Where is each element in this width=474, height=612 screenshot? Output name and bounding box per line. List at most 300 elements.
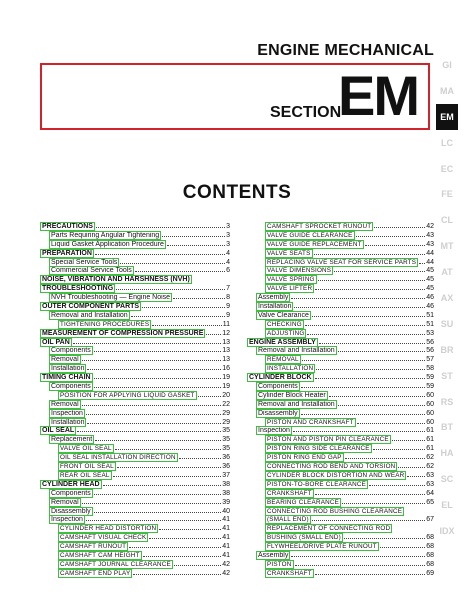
- toc-entry-label[interactable]: Components: [51, 383, 91, 391]
- toc-entry[interactable]: [247, 498, 434, 507]
- toc-entry[interactable]: [40, 471, 230, 480]
- toc-entry-label[interactable]: ADJUSTING: [267, 329, 305, 337]
- toc-entry-page: 4: [226, 249, 230, 257]
- dot-leader: [94, 351, 222, 352]
- toc-entry-page: 44: [426, 258, 434, 266]
- toc-entry[interactable]: [40, 533, 230, 542]
- toc-entry[interactable]: [247, 329, 434, 338]
- section-tab-su[interactable]: SU: [440, 318, 454, 329]
- toc-entry[interactable]: [247, 551, 434, 560]
- toc-entry[interactable]: [247, 346, 434, 355]
- toc-entry-page: 9: [226, 303, 230, 311]
- toc-entry[interactable]: [40, 231, 230, 240]
- toc-entry-label[interactable]: Removal: [51, 498, 79, 506]
- section-tab-sc[interactable]: SC: [440, 474, 454, 485]
- toc-entry[interactable]: [40, 400, 230, 409]
- toc-entry[interactable]: [40, 382, 230, 391]
- dot-leader: [329, 396, 426, 397]
- dot-leader: [345, 458, 425, 459]
- toc-entry-label[interactable]: CRANKSHAFT: [267, 569, 312, 577]
- toc-entry[interactable]: [40, 258, 230, 267]
- toc-entry[interactable]: [40, 453, 230, 462]
- dot-leader: [338, 351, 426, 352]
- toc-entry[interactable]: [247, 382, 434, 391]
- section-tab-gi[interactable]: GI: [442, 59, 452, 70]
- toc-entry-label[interactable]: Replacement: [51, 436, 93, 444]
- toc-entry-page: 42: [426, 223, 434, 230]
- toc-entry-label[interactable]: Liquid Gasket Application Procedure: [51, 240, 164, 248]
- toc-entry[interactable]: [247, 284, 434, 293]
- section-tab-ha[interactable]: HA: [440, 448, 454, 459]
- toc-entry[interactable]: [247, 222, 434, 231]
- toc-entry[interactable]: [247, 462, 434, 471]
- toc-entry[interactable]: [247, 275, 434, 284]
- toc-entry[interactable]: [247, 453, 434, 462]
- toc-entry-label[interactable]: REAR OIL SEAL: [60, 471, 110, 479]
- section-word: SECTION: [270, 104, 342, 121]
- toc-entry-page: 4: [226, 258, 230, 266]
- toc-entry-page: 61: [426, 445, 434, 453]
- toc-entry-label[interactable]: Components: [258, 383, 298, 391]
- toc-entry-label[interactable]: Installation: [51, 365, 85, 373]
- toc-entry[interactable]: [40, 320, 230, 329]
- toc-entry[interactable]: [40, 418, 230, 427]
- toc-entry-page: 44: [426, 249, 434, 257]
- toc-entry-page: 60: [426, 418, 434, 426]
- toc-entry[interactable]: [247, 302, 434, 311]
- toc-entry-page: 68: [426, 560, 434, 568]
- toc-entry-label[interactable]: REPLACEMENT OF CONNECTING ROD: [267, 525, 391, 533]
- toc-entry-label[interactable]: FRONT OIL SEAL: [60, 463, 114, 471]
- section-tab-rs[interactable]: RS: [440, 396, 454, 407]
- dot-leader: [344, 538, 425, 539]
- toc-entry-page: 41: [222, 516, 230, 524]
- toc-entry[interactable]: [40, 266, 230, 275]
- toc-entry-label[interactable]: VALVE GUIDE CLEARANCE: [267, 231, 353, 239]
- toc-entry-label[interactable]: REMOVAL: [267, 356, 299, 364]
- dot-leader: [301, 387, 426, 388]
- dot-leader: [94, 387, 222, 388]
- toc-entry[interactable]: [40, 346, 230, 355]
- toc-entry[interactable]: [40, 524, 230, 533]
- dot-leader: [94, 512, 222, 513]
- section-tab-ma[interactable]: MA: [440, 85, 454, 96]
- toc-entry[interactable]: [40, 338, 230, 347]
- dot-leader: [82, 360, 222, 361]
- dot-leader: [338, 405, 426, 406]
- toc-entry-page: 46: [426, 294, 434, 302]
- toc-entry[interactable]: [40, 293, 230, 302]
- contents-title: CONTENTS: [182, 182, 292, 203]
- toc-entry-label[interactable]: Removal and Installation: [258, 347, 335, 355]
- toc-entry[interactable]: [40, 444, 230, 453]
- toc-entry[interactable]: [247, 320, 434, 329]
- dot-leader: [374, 227, 425, 228]
- toc-entry-page: 69: [426, 569, 434, 577]
- toc-entry[interactable]: [247, 400, 434, 409]
- dot-leader: [82, 405, 222, 406]
- dot-leader: [149, 538, 221, 539]
- toc-entry-label[interactable]: VALVE DIMENSIONS: [267, 267, 332, 275]
- toc-entry-label[interactable]: CAMSHAFT RUNOUT: [60, 543, 127, 551]
- toc-entry-label[interactable]: CAMSHAFT END PLAY: [60, 569, 131, 577]
- dot-leader: [357, 423, 426, 424]
- toc-entry-page: 19: [222, 374, 230, 382]
- toc-entry-label[interactable]: FLYWHEEL/DRIVE PLATE RUNOUT: [267, 543, 377, 551]
- toc-entry[interactable]: [247, 542, 434, 551]
- toc-entry-label[interactable]: Valve Clearance: [258, 311, 309, 319]
- toc-entry[interactable]: [40, 515, 230, 524]
- toc-entry-page: 60: [426, 400, 434, 408]
- toc-entry-page: 20: [222, 391, 230, 399]
- toc-entry-page: 39: [222, 498, 230, 506]
- toc-entry-label[interactable]: OIL SEAL INSTALLATION DIRECTION: [60, 454, 176, 462]
- dot-leader: [314, 254, 426, 255]
- toc-entry-page: 56: [426, 338, 434, 346]
- toc-entry[interactable]: [247, 489, 434, 498]
- toc-entry-label[interactable]: CYLINDER BLOCK: [249, 374, 312, 382]
- toc-entry-page: 41: [222, 543, 230, 551]
- dot-leader: [120, 263, 225, 264]
- dot-leader: [113, 476, 222, 477]
- section-index-tabs: [436, 52, 458, 544]
- toc-entry-label[interactable]: POSITION FOR APPLYING LIQUID GASKET: [60, 391, 195, 399]
- toc-entry-label[interactable]: Removal and Installation: [51, 311, 128, 319]
- toc-entry-page: 41: [222, 534, 230, 542]
- toc-entry[interactable]: [247, 373, 434, 382]
- dot-leader: [315, 574, 426, 575]
- toc-entry-label[interactable]: (SMALL END): [267, 516, 309, 524]
- section-tab-mt[interactable]: MT: [440, 241, 454, 252]
- toc-entry-page: 68: [426, 551, 434, 559]
- toc-entry-label[interactable]: PISTON AND PISTON PIN CLEARANCE: [267, 436, 389, 444]
- toc-entry[interactable]: [40, 507, 230, 516]
- dot-leader: [407, 476, 425, 477]
- toc-entry-page: 12: [222, 329, 230, 337]
- dot-leader: [392, 440, 425, 441]
- toc-entry-page: 43: [426, 231, 434, 239]
- toc-entry-page: 62: [426, 454, 434, 462]
- toc-entry[interactable]: [40, 498, 230, 507]
- toc-entry-page: 62: [426, 463, 434, 471]
- toc-entry-label[interactable]: Components: [51, 489, 91, 497]
- toc-entry-page: 35: [222, 436, 230, 444]
- dot-leader: [143, 556, 222, 557]
- toc-entry[interactable]: [40, 435, 230, 444]
- toc-entry-label[interactable]: OUTER COMPONENT PARTS: [42, 303, 140, 311]
- section-tab-br[interactable]: BR: [440, 344, 454, 355]
- toc-entry[interactable]: [40, 462, 230, 471]
- toc-entry[interactable]: [247, 338, 434, 347]
- toc-entry-label[interactable]: VALVE SEATS: [267, 249, 311, 257]
- toc-entry-label[interactable]: PISTON AND CRANKSHAFT: [267, 418, 354, 426]
- toc-entry[interactable]: [247, 515, 434, 524]
- toc-entry-label[interactable]: PISTON RING END GAP: [267, 454, 342, 462]
- toc-entry-page: 65: [426, 498, 434, 506]
- dot-leader: [293, 431, 425, 432]
- toc-entry-label[interactable]: NOISE, VIBRATION AND HARSHNESS (NVH): [42, 276, 190, 284]
- toc-entry-page: 61: [426, 436, 434, 444]
- toc-entry-label[interactable]: PRECAUTIONS: [42, 223, 93, 230]
- toc-entry-page: 68: [426, 543, 434, 551]
- toc-entry[interactable]: [247, 569, 434, 578]
- dot-leader: [312, 520, 425, 521]
- toc-entry[interactable]: [40, 249, 230, 258]
- toc-entry-label[interactable]: Removal and Installation: [258, 400, 335, 408]
- toc-entry-page: 53: [426, 329, 434, 337]
- toc-entry-label[interactable]: PISTON-TO-BORE CLEARANCE: [267, 480, 367, 488]
- toc-entry-label[interactable]: Inspection: [51, 516, 83, 524]
- dot-leader: [162, 236, 225, 237]
- dot-leader: [398, 467, 425, 468]
- toc-entry-label[interactable]: BEARING CLEARANCE: [267, 498, 339, 506]
- toc-entry-label[interactable]: Special Service Tools: [51, 258, 118, 266]
- dot-leader: [73, 343, 221, 344]
- toc-entry-page: 59: [426, 383, 434, 391]
- dot-leader: [174, 565, 221, 566]
- toc-entry-page: 38: [222, 480, 230, 488]
- section-tab-em[interactable]: EM: [436, 104, 458, 130]
- toc-entry[interactable]: [40, 551, 230, 560]
- toc-entry[interactable]: [40, 560, 230, 569]
- toc-entry[interactable]: [247, 240, 434, 249]
- toc-entry-label[interactable]: CYLINDER HEAD: [42, 480, 100, 488]
- toc-entry-label[interactable]: VALVE OIL SEAL: [60, 445, 112, 453]
- toc-entry-page: 19: [222, 383, 230, 391]
- toc-entry[interactable]: [40, 364, 230, 373]
- toc-entry-label[interactable]: Removal: [51, 400, 79, 408]
- toc-entry-label[interactable]: Installation: [258, 303, 292, 311]
- toc-entry[interactable]: [40, 391, 230, 400]
- dot-leader: [365, 245, 426, 246]
- toc-entry[interactable]: [247, 480, 434, 489]
- toc-entry[interactable]: [247, 364, 434, 373]
- toc-entry-page: 22: [222, 400, 230, 408]
- toc-entry-page: 46: [426, 303, 434, 311]
- section-tab-cl[interactable]: CL: [441, 215, 453, 226]
- dot-leader: [206, 334, 221, 335]
- toc-entry[interactable]: [247, 249, 434, 258]
- toc-entry-label[interactable]: CAMSHAFT CAM HEIGHT: [60, 551, 140, 559]
- toc-entry[interactable]: [247, 435, 434, 444]
- toc-entry-page: 37: [222, 471, 230, 479]
- dot-leader: [94, 378, 222, 379]
- toc-entry[interactable]: [247, 471, 434, 480]
- dot-leader: [295, 565, 426, 566]
- dot-leader: [198, 396, 222, 397]
- toc-entry[interactable]: [247, 426, 434, 435]
- section-tab-lc[interactable]: LC: [441, 137, 453, 148]
- toc-entry-label[interactable]: BUSHING (SMALL END): [267, 534, 341, 542]
- toc-entry[interactable]: [40, 222, 230, 231]
- toc-entry-page: 36: [222, 454, 230, 462]
- toc-entry-page: 35: [222, 427, 230, 435]
- toc-entry-page: 64: [426, 489, 434, 497]
- toc-entry[interactable]: [40, 542, 230, 551]
- toc-entry[interactable]: [247, 444, 434, 453]
- dot-leader: [96, 227, 225, 228]
- toc-entry[interactable]: [40, 480, 230, 489]
- dot-leader: [87, 369, 221, 370]
- toc-entry[interactable]: [247, 560, 434, 569]
- toc-entry-label[interactable]: Assembly: [258, 551, 289, 559]
- toc-entry-label[interactable]: TROUBLESHOOTING: [42, 285, 114, 293]
- toc-entry-label[interactable]: Disassembly: [51, 507, 91, 515]
- dot-leader: [318, 280, 426, 281]
- toc-entry[interactable]: [247, 355, 434, 364]
- toc-entry-label[interactable]: TIMING CHAIN: [42, 374, 91, 382]
- toc-entry[interactable]: [40, 489, 230, 498]
- toc-entry-label[interactable]: Disassembly: [258, 409, 298, 417]
- toc-entry-label[interactable]: INSTALLATION: [267, 365, 314, 373]
- section-tab-ax[interactable]: AX: [440, 292, 454, 303]
- dot-leader: [369, 485, 425, 486]
- toc-entry-label[interactable]: Components: [51, 347, 91, 355]
- toc-entry-page: 40: [222, 507, 230, 515]
- dot-leader: [291, 298, 425, 299]
- dot-leader: [315, 494, 426, 495]
- dot-leader: [135, 271, 225, 272]
- toc-entry-page: 13: [222, 356, 230, 364]
- toc-entry-page: 45: [426, 276, 434, 284]
- toc-entry-label[interactable]: Cylinder Block Heater: [258, 391, 326, 399]
- toc-entry-label[interactable]: CAMSHAFT SPROCKET RUNOUT: [267, 223, 372, 230]
- toc-entry-page: 63: [426, 480, 434, 488]
- toc-entry[interactable]: [40, 240, 230, 249]
- toc-entry-label[interactable]: ENGINE ASSEMBLY: [249, 338, 316, 346]
- toc-entry-page: 41: [222, 525, 230, 533]
- toc-entry[interactable]: [40, 355, 230, 364]
- toc-entry-label[interactable]: NVH Troubleshooting — Engine Noise: [51, 294, 171, 302]
- toc-entry-label[interactable]: CRANKSHAFT: [267, 489, 312, 497]
- section-tab-el[interactable]: EL: [441, 500, 453, 511]
- toc-entry-page: 60: [426, 409, 434, 417]
- toc-entry-label[interactable]: VALVE LIFTER: [267, 285, 313, 293]
- toc-entry-page: 3: [226, 223, 230, 230]
- dot-leader: [129, 547, 221, 548]
- toc-entry[interactable]: [247, 258, 434, 267]
- toc-entry[interactable]: [40, 409, 230, 418]
- toc-entry-label[interactable]: Removal: [51, 356, 79, 364]
- dot-leader: [301, 414, 426, 415]
- toc-entry-page: 38: [222, 489, 230, 497]
- dot-leader: [86, 520, 221, 521]
- dot-leader: [103, 485, 222, 486]
- toc-entry-label[interactable]: PISTON RING SIDE CLEARANCE: [267, 445, 370, 453]
- dot-leader: [179, 458, 221, 459]
- toc-entry-label[interactable]: VALVE GUIDE REPLACEMENT: [267, 240, 362, 248]
- toc-entry-label[interactable]: CONNECTING ROD BUSHING CLEARANCE: [267, 507, 403, 515]
- toc-entry[interactable]: [247, 418, 434, 427]
- toc-entry-page: 42: [222, 569, 230, 577]
- dot-leader: [312, 316, 425, 317]
- dot-leader: [307, 334, 425, 335]
- toc-left-column: [40, 222, 230, 578]
- toc-entry-label[interactable]: CONNECTING ROD BEND AND TORSION: [267, 463, 396, 471]
- toc-entry[interactable]: [247, 391, 434, 400]
- toc-entry-label[interactable]: Installation: [51, 418, 85, 426]
- toc-entry-page: 51: [426, 311, 434, 319]
- toc-entry-label[interactable]: OIL PAN: [42, 338, 70, 346]
- toc-entry-label[interactable]: CAMSHAFT VISUAL CHECK: [60, 534, 147, 542]
- dot-leader: [131, 316, 225, 317]
- toc-entry-page: 9: [226, 311, 230, 319]
- section-tab-ec[interactable]: EC: [440, 163, 454, 174]
- toc-entry-label[interactable]: Commercial Service Tools: [51, 267, 132, 275]
- toc-entry-label[interactable]: Inspection: [51, 409, 83, 417]
- section-tab-st[interactable]: ST: [441, 370, 453, 381]
- dot-leader: [94, 494, 222, 495]
- toc-entry[interactable]: [247, 507, 434, 516]
- toc-entry-page: 43: [426, 240, 434, 248]
- toc-entry[interactable]: [247, 533, 434, 542]
- toc-entry[interactable]: [247, 524, 434, 533]
- toc-entry[interactable]: [247, 311, 434, 320]
- toc-entry[interactable]: [247, 266, 434, 275]
- toc-entry-page: 13: [222, 347, 230, 355]
- dot-leader: [342, 503, 425, 504]
- toc-entry-label[interactable]: PREPARATION: [42, 249, 92, 257]
- dot-leader: [294, 307, 425, 308]
- toc-entry-label[interactable]: Assembly: [258, 294, 289, 302]
- toc-entry[interactable]: [40, 329, 230, 338]
- toc-entry[interactable]: [40, 311, 230, 320]
- page-header-title: ENGINE MECHANICAL: [257, 42, 434, 59]
- toc-entry-label[interactable]: PISTON: [267, 560, 292, 568]
- section-tab-bt[interactable]: BT: [441, 422, 453, 433]
- toc-entry-label[interactable]: OIL SEAL: [42, 427, 75, 435]
- toc-entry[interactable]: [40, 302, 230, 311]
- toc-entry-page: 45: [426, 285, 434, 293]
- toc-entry[interactable]: [40, 373, 230, 382]
- toc-entry[interactable]: [40, 284, 230, 293]
- toc-entry-page: 51: [426, 320, 434, 328]
- toc-entry-label[interactable]: CHECKING: [267, 320, 302, 328]
- dot-leader: [291, 556, 425, 557]
- toc-entry-label[interactable]: Parts Requiring Angular Tightening: [51, 231, 160, 239]
- toc-entry-label[interactable]: MEASUREMENT OF COMPRESSION PRESSURE: [42, 329, 204, 337]
- toc-entry-label[interactable]: CAMSHAFT JOURNAL CLEARANCE: [60, 560, 171, 568]
- dot-leader: [419, 263, 425, 264]
- toc-entry-page: 41: [222, 551, 230, 559]
- toc-entry[interactable]: [247, 231, 434, 240]
- toc-entry-label[interactable]: TIGHTENING PROCEDURES: [60, 320, 150, 328]
- toc-entry-label[interactable]: Inspection: [258, 427, 290, 435]
- toc-entry[interactable]: [247, 293, 434, 302]
- toc-entry[interactable]: [40, 275, 230, 284]
- toc-entry-label[interactable]: REPLACING VALVE SEAT FOR SERVICE PARTS: [267, 258, 417, 266]
- toc-entry-page: 35: [222, 445, 230, 453]
- toc-entry-page: 11: [222, 320, 230, 328]
- toc-entry-page: 67: [426, 516, 434, 524]
- toc-entry-page: 29: [222, 418, 230, 426]
- section-tab-idx[interactable]: IDX: [439, 525, 455, 536]
- toc-entry-label[interactable]: CYLINDER HEAD DISTORTION: [60, 525, 157, 533]
- toc-entry-page: 58: [426, 365, 434, 373]
- toc-entry[interactable]: [247, 409, 434, 418]
- toc-entry-label[interactable]: CYLINDER BLOCK DISTORTION AND WEAR: [267, 471, 405, 479]
- toc-entry[interactable]: [40, 569, 230, 578]
- dot-leader: [82, 503, 222, 504]
- toc-entry-page: 61: [426, 427, 434, 435]
- section-tab-fe[interactable]: FE: [441, 189, 453, 200]
- toc-entry-label[interactable]: VALVE SPRING: [267, 276, 315, 284]
- dot-leader: [87, 423, 221, 424]
- section-tab-at[interactable]: AT: [441, 267, 453, 278]
- toc-entry-page: 7: [226, 285, 230, 293]
- dot-leader: [152, 325, 222, 326]
- toc-entry[interactable]: [40, 426, 230, 435]
